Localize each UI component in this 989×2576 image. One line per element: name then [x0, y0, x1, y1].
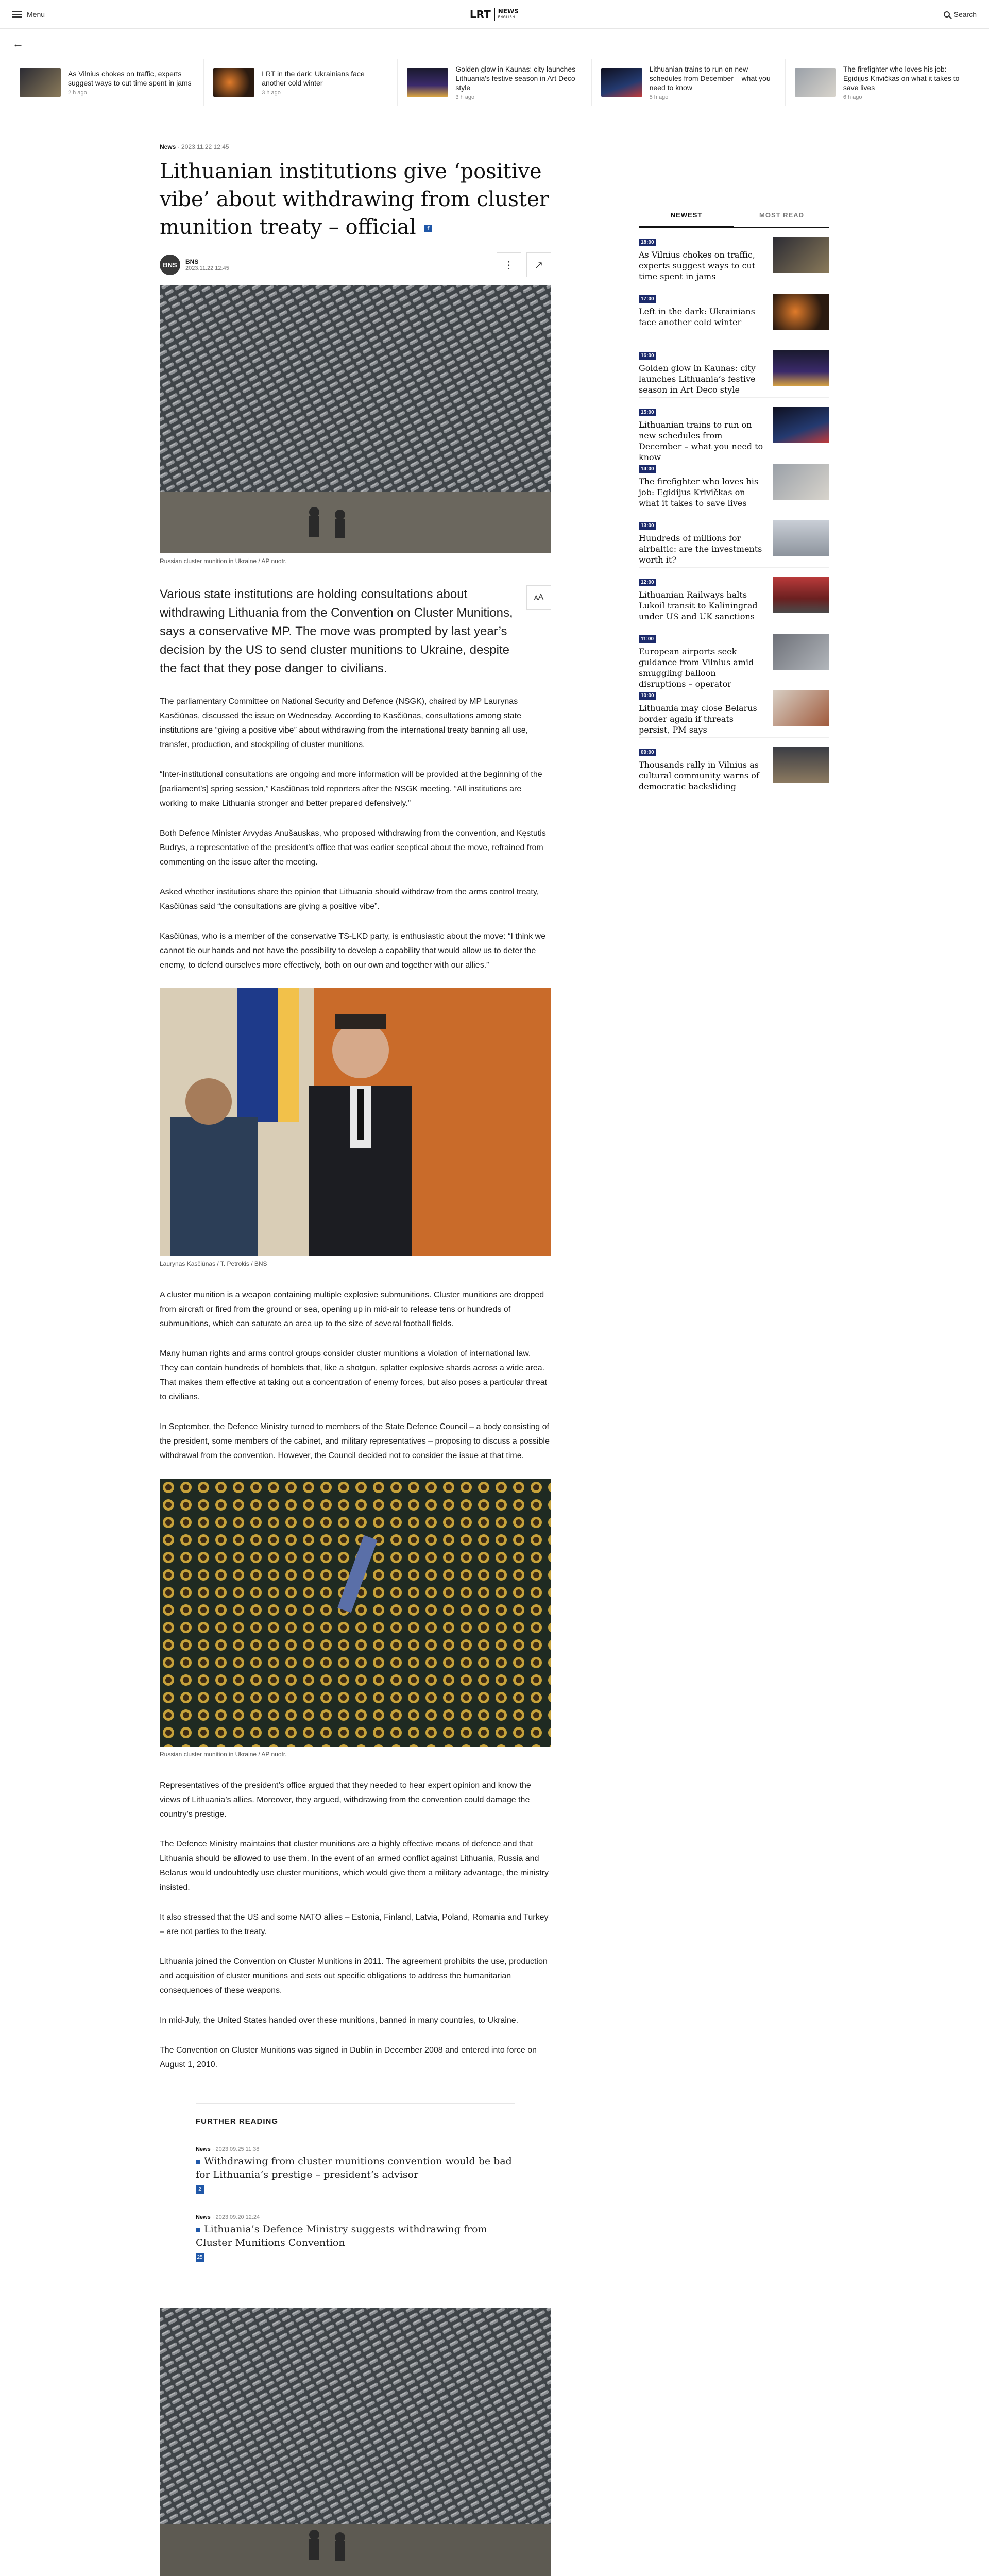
further-item-title[interactable] — [196, 2223, 515, 2249]
facebook-count-badge: 2 — [196, 2185, 204, 2194]
search-icon — [944, 11, 950, 18]
news-time-badge: 14:00 — [639, 465, 656, 473]
sidebar-news-item[interactable] — [639, 341, 829, 398]
news-time-badge: 10:00 — [639, 692, 656, 700]
sidebar-news-title: European airports seek guidance from Vilnius amid smuggling balloon disruptions – operator — [639, 647, 754, 689]
paragraph: Asked whether institutions share the opinion that Lithuania should withdraw from the arms control treaty, Kasčiūnas said “the consultations are giving a positive vibe”. — [160, 888, 539, 911]
font-size-button[interactable]: ᴀA — [526, 585, 551, 610]
further-reading-item[interactable] — [196, 2146, 515, 2194]
search-label: Search — [953, 10, 977, 19]
sidebar-thumbnail — [773, 407, 829, 443]
hamburger-icon — [12, 11, 22, 18]
publish-date: 2023.11.22 12:45 — [185, 265, 229, 272]
paragraph: The Defence Ministry maintains that cluster munitions are a highly effective means of defence and that Lithuania should be allowed to use them. In the event of an armed conflict against Lithuania, Russia and Belarus would undoubtedly use cluster munitions, which would give them a military advantage, the ministry insisted. — [160, 1840, 549, 1892]
sidebar-news-title: Lithuanian Railways halts Lukoil transit to Kaliningrad under US and UK sanctions — [639, 590, 758, 621]
avatar: BNS — [160, 255, 180, 275]
photo-caption: Russian cluster munition in Ukraine / AP nuotr. — [160, 1751, 287, 1758]
paragraph: A cluster munition is a weapon containing multiple explosive submunitions. Cluster munitions are dropped from aircraft or fired from the ground or sea, opening up in mid-air to release tens or hundreds of submunitions, which can saturate an area up to the size of several football fields. — [160, 1291, 544, 1328]
sidebar-news-item[interactable] — [639, 681, 829, 738]
ticker-title: LRT in the dark: Ukrainians face another cold winter — [262, 70, 365, 87]
site-logo[interactable] — [470, 8, 519, 21]
sidebar-news-item[interactable] — [639, 454, 829, 511]
ticker-item[interactable] — [786, 59, 979, 106]
logo-sub-text: ENGLISH — [498, 15, 516, 19]
photo-gallery — [160, 2308, 551, 2576]
further-item-meta: News · 2023.09.25 11:38 — [196, 2146, 260, 2153]
sidebar-tabs — [639, 204, 829, 228]
sidebar-thumbnail — [773, 577, 829, 613]
ticker-thumbnail — [213, 68, 254, 97]
breadcrumb-date: 2023.11.22 12:45 — [181, 143, 229, 150]
further-item-meta: News · 2023.09.20 12:24 — [196, 2214, 260, 2221]
menu-label: Menu — [27, 10, 45, 19]
news-time-badge: 09:00 — [639, 749, 656, 756]
news-time-badge: 12:00 — [639, 579, 656, 586]
paragraph: Many human rights and arms control groups consider cluster munitions a violation of international law. They can contain hundreds of bomblets that, like a shotgun, splatter explosive shards across a wide area. That makes them effective at taking out a concentration of enemy forces, but also poses a particular threat to civilians. — [160, 1349, 548, 1401]
ticker-time: 5 h ago — [649, 94, 669, 100]
further-reading — [196, 2103, 515, 2262]
article-title — [160, 158, 551, 241]
top-bar — [0, 0, 989, 29]
article-photo-sunflowers[interactable] — [160, 1479, 551, 1747]
sidebar-thumbnail — [773, 520, 829, 556]
sidebar-thumbnail — [773, 464, 829, 500]
tab-most-read[interactable]: MOST READ — [759, 211, 804, 219]
sidebar-thumbnail — [773, 237, 829, 273]
share-icon[interactable]: ↗ — [526, 252, 551, 277]
article-title-text: Lithuanian institutions give ‘positive vibe’ about withdrawing from cluster munition treaty – official — [160, 160, 549, 239]
paragraph: It also stressed that the US and some NATO allies – Estonia, Finland, Latvia, Poland, Romania and Turkey – are not parties to the treaty. — [160, 1913, 549, 1936]
author-block — [160, 255, 229, 275]
ticker-title: Lithuanian trains to run on new schedules from December – what you need to know — [649, 65, 771, 92]
ticker-time: 3 h ago — [455, 94, 475, 100]
paragraph: Lithuania joined the Convention on Cluster Munitions in 2011. The agreement prohibits the use, production and acquisition of cluster munitions and sets out specific obligations to address the humanitarian consequences of these weapons. — [160, 1957, 548, 1995]
paragraph: The parliamentary Committee on National Security and Defence (NSGK), chaired by MP Laurynas Kasčiūnas, discussed the issue on Wednesday. According to Kasčiūnas, consultations among state institutions are “giving a positive vibe” about withdrawing from the international treaty banning all use, transfer, production, and stockpiling of cluster munitions. — [160, 697, 528, 749]
ticker-thumbnail — [407, 68, 448, 97]
article-lead: Various state institutions are holding consultations about withdrawing Lithuania from the Convention on Cluster Munitions, says a conservative MP. The move was prompted by last year’s decision by the US to send cluster munitions to Ukraine, despite the fact that they pose danger to civilians. — [160, 587, 513, 675]
news-ticker — [0, 59, 989, 106]
sidebar — [639, 143, 829, 2576]
further-reading-heading: FURTHER READING — [196, 2117, 278, 2126]
ticker-title: As Vilnius chokes on traffic, experts suggest ways to cut time spent in jams — [68, 70, 192, 87]
ticker-title: Golden glow in Kaunas: city launches Lithuania's festive season in Art Deco style — [455, 65, 576, 92]
author-name[interactable]: BNS — [185, 258, 199, 265]
news-time-badge: 18:00 — [639, 239, 656, 246]
munitions-image — [160, 285, 551, 553]
ticker-item[interactable] — [398, 59, 591, 106]
ticker-item[interactable] — [592, 59, 786, 106]
article-photo-kasciunas[interactable] — [160, 988, 551, 1256]
article-tools — [497, 252, 551, 277]
sidebar-news-title: Hundreds of millions for airbaltic: are the investments worth it? — [639, 533, 762, 565]
photo-caption: Russian cluster munition in Ukraine / AP nuotr. — [160, 557, 287, 565]
article-photo-munitions[interactable] — [160, 285, 551, 553]
ticker-title: The firefighter who loves his job: Egidijus Krivičkas on what it takes to save lives — [843, 65, 960, 92]
news-time-badge: 11:00 — [639, 635, 656, 643]
bullet-icon — [196, 2228, 200, 2232]
sidebar-news-title: The firefighter who loves his job: Egidijus Krivičkas on what it takes to save lives — [639, 477, 759, 508]
paragraph: “Inter-institutional consultations are ongoing and more information will be provided at the beginning of the [parliament’s] spring session,” Kasčiūnas told reporters after the NSGK meeting. “All institutions are working to make Lithuania stronger and better prepared defensively.” — [160, 770, 542, 808]
menu-button[interactable] — [12, 10, 45, 19]
sidebar-news-item[interactable] — [639, 624, 829, 689]
further-item-title[interactable] — [196, 2155, 515, 2181]
ticker-thumbnail — [20, 68, 61, 97]
logo-sub — [498, 8, 519, 21]
lead-row — [160, 585, 551, 678]
sidebar-news-title: As Vilnius chokes on traffic, experts suggest ways to cut time spent in jams — [639, 250, 756, 281]
further-item-date: 2023.09.20 12:24 — [215, 2214, 260, 2221]
gallery-image-munitions[interactable] — [160, 2308, 551, 2576]
paragraph: Both Defence Minister Arvydas Anušauskas, who proposed withdrawing from the convention, and Kęstutis Budrys, a representative of the president’s office that was earlier sceptical about the move, refrained from commenting on the issue after the meeting. — [160, 829, 546, 867]
sidebar-news-title: Golden glow in Kaunas: city launches Lithuania’s festive season in Art Deco style — [639, 363, 756, 395]
further-item-section: News — [196, 2214, 211, 2221]
back-row — [0, 29, 989, 59]
bullet-icon — [196, 2160, 200, 2164]
sidebar-news-title: Thousands rally in Vilnius as cultural community warns of democratic backsliding — [639, 760, 759, 791]
news-time-badge: 15:00 — [639, 409, 656, 416]
sidebar-thumbnail — [773, 747, 829, 783]
sidebar-news-item[interactable] — [639, 228, 829, 284]
further-item-section: News — [196, 2146, 211, 2153]
breadcrumb-section[interactable]: News — [160, 143, 176, 150]
sidebar-thumbnail — [773, 350, 829, 386]
photo-caption: Laurynas Kasčiūnas / T. Petrokis / BNS — [160, 1260, 267, 1267]
paragraph: Kasčiūnas, who is a member of the conservative TS-LKD party, is enthusiastic about the move: “I think we cannot tie our hands and not have the possibility to develop a capability that would allow us to deter the enemy, to defend ourselves more effectively, both on our own and together with our allies.” — [160, 932, 546, 970]
further-item-date: 2023.09.25 11:38 — [215, 2146, 260, 2153]
ticker-time: 2 h ago — [68, 90, 87, 96]
sidebar-news-item[interactable] — [639, 284, 829, 341]
main-layout — [160, 106, 829, 2576]
logo-divider — [494, 8, 495, 21]
portrait-image — [160, 988, 551, 1256]
ticker-item[interactable] — [10, 59, 204, 106]
sidebar-thumbnail — [773, 634, 829, 670]
ticker-thumbnail — [601, 68, 642, 97]
ticker-thumbnail — [795, 68, 836, 97]
ticker-time: 6 h ago — [843, 94, 862, 100]
news-time-badge: 17:00 — [639, 295, 656, 303]
sidebar-news-title: Lithuanian trains to run on new schedules from December – what you need to know — [639, 420, 763, 462]
paragraph: In September, the Defence Ministry turned to members of the State Defence Council – a body consisting of the president, some members of the cabinet, and military representatives – proposing to discuss a possible withdrawal from the convention. However, the Council decided not to consider the issue at that time. — [160, 1422, 550, 1460]
sidebar-news-item[interactable] — [639, 568, 829, 624]
search-button[interactable] — [944, 10, 977, 19]
sidebar-news-title: Lithuania may close Belarus border again if threats persist, PM says — [639, 703, 757, 735]
facebook-count-badge: 25 — [196, 2253, 204, 2262]
news-time-badge: 13:00 — [639, 522, 656, 530]
more-options-icon[interactable]: ⋮ — [497, 252, 521, 277]
further-item-title-text: Withdrawing from cluster munitions convention would be bad for Lithuania’s prestige – president’s advisor — [196, 2156, 512, 2180]
breadcrumb: News · 2023.11.22 12:45 — [160, 143, 229, 150]
sidebar-news-item[interactable] — [639, 738, 829, 794]
paragraph: In mid-July, the United States handed over these munitions, banned in many countries, to Ukraine. — [160, 2016, 519, 2025]
facebook-icon[interactable]: f — [424, 225, 432, 232]
sidebar-thumbnail — [773, 690, 829, 726]
tab-newest[interactable]: NEWEST — [639, 204, 734, 228]
sidebar-news-title: Left in the dark: Ukrainians face another cold winter — [639, 307, 755, 327]
paragraph: Representatives of the president’s office argued that they needed to hear expert opinion and know the views of Lithuania’s allies. Moreover, they argued, withdrawing from the convention could damage the country’s prestige. — [160, 1781, 531, 1819]
article-meta — [160, 252, 551, 285]
sunflowers-image — [160, 1479, 551, 1747]
logo-small: NEWS — [498, 7, 519, 15]
back-arrow-icon[interactable]: ← — [12, 37, 24, 50]
sidebar-news-item[interactable] — [639, 511, 829, 568]
paragraph: The Convention on Cluster Munitions was signed in Dublin in December 2008 and entered into force on August 1, 2010. — [160, 2046, 537, 2069]
sidebar-thumbnail — [773, 294, 829, 330]
news-time-badge: 16:00 — [639, 352, 656, 360]
ticker-item[interactable] — [204, 59, 398, 106]
ticker-time: 3 h ago — [262, 90, 281, 96]
sidebar-news-item[interactable] — [639, 398, 829, 462]
article — [160, 143, 551, 2576]
logo-main: LRT — [469, 8, 491, 21]
further-reading-item[interactable] — [196, 2214, 515, 2262]
further-item-title-text: Lithuania’s Defence Ministry suggests withdrawing from Cluster Munitions Convention — [196, 2224, 487, 2248]
